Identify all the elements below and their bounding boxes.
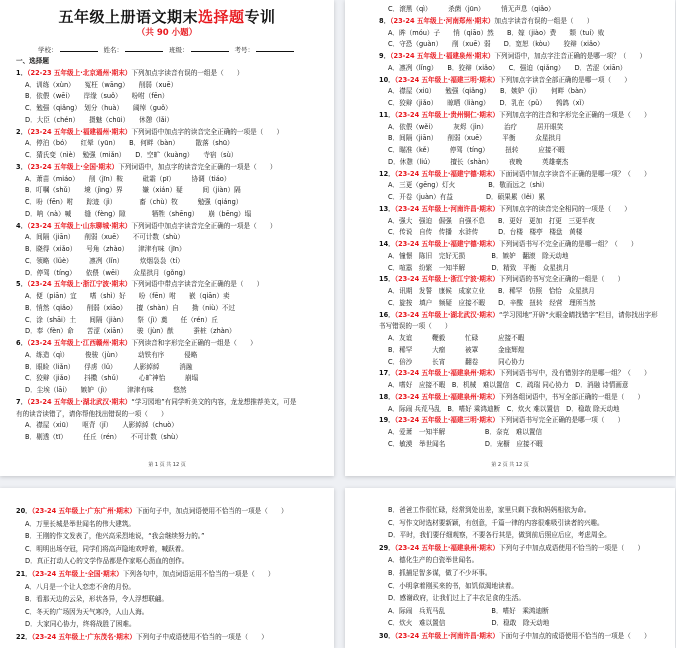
answer-options <box>379 227 669 239</box>
option-text: A．嗜好 应接不暇 B．机械 难以置信 C．疏瑞 同心协力 D．消融 诗情画意 <box>388 381 629 389</box>
page-footer: 第 2 页 共 12 页 <box>491 462 529 468</box>
option-text: A．凛冽（lǐng） B．狡辩（xiǎo） C．强迫（qiǎng） D．苦涩（xiān） <box>388 63 627 72</box>
question-source: （23-24 五年级上·河南许昌·期末） <box>394 631 499 640</box>
answer-options <box>379 580 669 593</box>
question-number: 30． <box>379 631 395 640</box>
option-text: D．感谢政府，让我们过上了丰衣足食的生活。 <box>388 594 525 603</box>
answer-options <box>16 606 328 619</box>
question <box>379 630 669 643</box>
answer-options <box>379 567 669 580</box>
option-text: C．勉强（qiǎng） 划分（huà） 阔绰（guǒ） <box>25 104 172 112</box>
question-number: 3． <box>16 162 28 171</box>
answer-options <box>379 133 669 145</box>
option-text: D．大臣（chén） 摄魅（chūi） 休憩（lǎi） <box>25 115 174 124</box>
question <box>379 274 669 286</box>
answer-options <box>16 420 328 432</box>
question <box>379 368 669 380</box>
answer-options <box>16 103 328 115</box>
question-number: 21． <box>16 569 32 578</box>
question-number: 10． <box>379 75 395 84</box>
answer-options <box>379 216 669 228</box>
option-text: D．大家同心协力，终将战胜了困难。 <box>25 620 136 629</box>
answer-options <box>16 518 328 531</box>
option-text: C．滚黑（qì） 杀菌（jūn） 悄无声息（qiǎo） <box>388 5 555 13</box>
question-source: （23-24 五年级上·浙江宁波·期末） <box>27 280 132 289</box>
question-text: 下列各句中，加点词语运用不恰当的一项是（ ） <box>122 569 275 578</box>
document-subtitle: （共 90 小题） <box>136 28 198 38</box>
question <box>16 568 328 581</box>
question-continuation <box>16 409 328 421</box>
option-text: D．真正打动人心的文学作品都是作家呕心沥血的创作。 <box>25 557 189 566</box>
question-text: 有的读音读错了，请你帮他找出错误的一项（ ） <box>16 409 168 418</box>
option-text: D．尘埃（lāi） 嫉妒（jì） 津津有味 悠然 <box>25 386 187 394</box>
answer-options <box>16 373 328 385</box>
question-text: 下列词语中，加点字注音正确的是哪一项？（ ） <box>494 52 647 60</box>
question-number: 12． <box>379 169 395 178</box>
question-text: 下列句子中加点成语使用不恰当的一项是（ ） <box>499 543 645 552</box>
title-highlight: 选择题 <box>197 8 245 26</box>
option-text: A．间隔（jiān） 削弱（xuē） 不可计数（shù） <box>25 233 185 242</box>
question-source: （23-24 五年级上·福建泉州·期末） <box>390 52 495 60</box>
option-text: A．三更（gēng）灯火 B．敬而远之（shì） <box>388 181 549 190</box>
option-text: A．际闹 兵荒马乱 B．嗜好 乘鸿迪断 <box>388 606 549 615</box>
option-text: A．友谊 鞭毅 忙碌 应接不暇 <box>388 334 525 342</box>
option-text: A．萧苗（miáo） 削（jīn）鞍 砒霜（pī） 协调（tiáo） <box>25 174 231 183</box>
answer-options <box>379 333 669 345</box>
option-text: C．狡辩（jiǎo） 晾晒（liàng） D．乳在（pǔ） 鹁鸽（xǐ） <box>388 99 588 107</box>
option-text: B．悄然（qiǎo） 削弱（xiāo） 擅（shàn）自 拗（niù）不过 <box>25 303 236 312</box>
student-info-fields <box>38 45 294 54</box>
answer-options <box>16 138 328 150</box>
question <box>379 75 669 87</box>
option-text: C．开卷（juàn）有益 D．硕果累（lěi）累 <box>388 193 545 201</box>
question-source: （23-24 五年级上·河南许昌·期末） <box>394 204 499 213</box>
answer-options <box>379 286 669 298</box>
option-text: C．传说 自传 传播 水浒传 D．台楼 楼亭 楼盘 黄楼 <box>388 228 583 237</box>
option-text: D．休憩（liú） 擅长（shàn） 夜晚 英雄豪杰 <box>388 157 569 166</box>
question-number: 29． <box>379 543 395 552</box>
page-content <box>379 504 669 643</box>
answer-options <box>16 543 328 556</box>
answer-options <box>379 145 669 157</box>
question-source: （23-24 五年级上·江西赣州·期末） <box>27 339 132 347</box>
option-text: A．停泊（bó） 红晕（yūn） B．何畔（bàn） 散落（shū） <box>25 139 234 148</box>
question <box>379 51 669 63</box>
option-text: B．爸爸工作很忙碌，经常到处出差，家里只剩下我和妈妈相依为命。 <box>388 506 591 514</box>
answer-options <box>16 555 328 568</box>
question-source: （23-24 五年级上·福建泉州·期末） <box>394 392 499 401</box>
answer-options <box>16 530 328 543</box>
question-source: （23-24 五年级上·贵州铜仁·期末） <box>394 110 499 119</box>
question-continuation <box>379 321 669 333</box>
question-text: 下列词语的书写完全正确的一组是（ ） <box>499 275 625 284</box>
option-text: C．旋按 填户 频疑 应接不暇 D．辛酸 扭转 经营 理所当然 <box>388 298 596 307</box>
question-source: （23-24 五年级上·全国·期末） <box>27 162 119 171</box>
question-text: 下列读音和字形完全正确的一组是（ ） <box>131 339 257 347</box>
question <box>379 542 669 555</box>
answer-options <box>379 263 669 275</box>
option-text: B．间隔（jiān） 削弱（xuē） 平衡 众星拱月 <box>388 134 562 143</box>
name-field <box>104 45 164 54</box>
answer-options <box>16 185 328 197</box>
question-number: 18． <box>379 392 395 401</box>
option-text: A．训练（xùn） 冤枉（wāng） 削弱（xuē） <box>25 80 178 89</box>
page-content <box>16 505 328 644</box>
answer-options <box>16 432 328 444</box>
question <box>379 110 669 122</box>
answer-options <box>16 362 328 374</box>
question-number: 19． <box>379 416 395 425</box>
answer-options <box>16 618 328 631</box>
question <box>379 169 669 181</box>
question-text: 下列句子中成语使用不恰当的一项是（ ） <box>136 632 268 641</box>
question-text: 书写错误的一项（ ） <box>379 322 452 331</box>
answer-options <box>16 581 328 594</box>
question-text: 下列词语书写不完全正确的是哪一组？（ ） <box>499 240 638 248</box>
question-text: 下列加点字的注音和字形完全正确的一项是（ ） <box>499 110 651 119</box>
answer-options <box>379 592 669 605</box>
question-number: 6． <box>16 339 28 347</box>
question-source: （23-24 五年级上·福建泉州·期末） <box>394 543 499 552</box>
question <box>16 279 328 291</box>
answer-options <box>379 63 669 75</box>
question <box>379 310 669 322</box>
option-text: D．停驾（tíng） 依偎（wēi） 众星拱月（gǒng） <box>25 268 190 277</box>
question-number: 14． <box>379 240 395 248</box>
answer-options <box>16 80 328 92</box>
field-blank <box>60 51 98 52</box>
field-blank <box>125 51 163 52</box>
answer-options <box>379 157 669 169</box>
option-text: A．讯期 发誓 康候 成家立业 B．稀罕 仿照 恰恰 众星拱月 <box>388 287 595 295</box>
question-text: “学习园地”有同学听美文的内容，龙龙想推荐美文，可是 <box>131 397 297 406</box>
answer-options <box>379 617 669 630</box>
question-number: 16． <box>379 310 395 319</box>
answer-options <box>379 404 669 416</box>
field-label: 班级： <box>169 46 189 54</box>
document-title <box>0 6 334 27</box>
option-text: A．憧憬 陈旧 完好无损 B．嫉妒 翻滚 除天动地 <box>388 251 569 260</box>
question-text: 下列加点字读音有误的一组是（ ） <box>131 68 244 77</box>
answer-options <box>379 39 669 51</box>
option-text: C．炊火 难以置信 D．稳敢 除天动地 <box>388 619 550 628</box>
option-text: C．敏漠 举世闻名 D．宠橱 应接不暇 <box>388 439 543 448</box>
question-source: （23-24 五年级上·福建宁德·期末） <box>394 169 499 178</box>
field-label: 学校： <box>38 46 58 54</box>
page-footer: 第 1 页 共 12 页 <box>148 462 186 468</box>
option-text: C．冬天的广场因为天气寒冷，人山人海。 <box>25 607 149 616</box>
answer-options <box>379 529 669 542</box>
exam-number-field <box>235 45 295 54</box>
answer-options <box>16 385 328 397</box>
answer-options <box>16 209 328 221</box>
question <box>16 68 328 80</box>
option-text: A．强大 强迫 倔强 自强不息 B．更好 更加 打更 三更半夜 <box>388 216 595 225</box>
question-number: 4． <box>16 221 28 230</box>
question <box>16 162 328 174</box>
title-text-end: 专训 <box>244 8 276 26</box>
answer-options <box>379 554 669 567</box>
field-label: 考号： <box>234 46 254 54</box>
option-text: A．爱萧 一知半解 B．奈克 难以置信 <box>388 428 543 436</box>
question-text: 下列词语中加点字读音完全正确的一项是（ ） <box>131 221 277 230</box>
question-number: 9． <box>379 52 391 60</box>
question-source: （23-24 五年级上·湖北武汉·期末） <box>394 310 499 319</box>
question-text: 下面词语中加点字读音不正确的是哪一项？（ ） <box>499 169 651 178</box>
answer-options <box>16 303 328 315</box>
option-text: B．抓捕足智多谋，做了不少坏事。 <box>388 568 492 577</box>
question-source: （23-24 五年级上·福建三明·期末） <box>394 75 499 84</box>
question <box>16 221 328 233</box>
question-number: 2． <box>16 127 28 136</box>
option-text: C．猜氏变（nìè） 勉强（miǎn） D．空旷（kuàng） 寺宿（sù） <box>25 151 238 159</box>
question-source: （22-23 五年级上·北京通州·期末） <box>27 68 132 77</box>
document-page-2 <box>345 0 675 476</box>
section-heading <box>16 56 328 68</box>
question-text: 下面句子中，加点词语使用不恰当的一项是（ ） <box>136 507 288 515</box>
field-blank <box>191 51 229 52</box>
answer-options <box>16 326 328 338</box>
question-text: 下列词语书写中，没有错别字的是哪一组？（ ） <box>499 369 651 378</box>
option-text: B．叮嘱（shǔ） 境（jìng）界 嫌（xián）疑 间（jiàn）隔 <box>25 186 241 195</box>
option-text: C．喧嚣 纷繁 一知半解 D．精致 平衡 众星拱月 <box>388 263 570 272</box>
answer-options <box>16 115 328 127</box>
answer-options <box>16 291 328 303</box>
answer-options <box>16 593 328 606</box>
question-text: 下列各组词语中，书写全部正确的一组是（ ） <box>499 392 645 401</box>
answer-options <box>16 91 328 103</box>
option-text: D．平时，我们要仔细观察，不要各行其是，做到前后照应后应，考虑周全。 <box>388 531 611 540</box>
question <box>16 505 328 518</box>
option-text: A．练造（qì） 俊骏（jùn） 动铁有序 侵略 <box>25 350 198 359</box>
answer-options <box>379 4 669 16</box>
option-text: C．狡辩（jiǎo） 抖擞（shǔ） 心旷神怡 崩塌 <box>25 374 199 383</box>
question <box>16 338 328 350</box>
class-field <box>169 45 229 54</box>
answer-options <box>16 197 328 209</box>
question-text: 下列词语书写完全正确的是哪一项（ ） <box>499 416 625 425</box>
question-source: （23-24 五年级上·湖北武汉·期末） <box>27 397 132 406</box>
question-number: 22． <box>16 632 32 641</box>
option-text: A．德化生产的白瓷举世闻名。 <box>388 556 479 565</box>
question-number: 17． <box>379 369 395 378</box>
option-text: A．万里长城是举世闻名的伟大建筑。 <box>25 519 136 528</box>
question <box>379 204 669 216</box>
option-text: A．八月是一个让人恋恋不舍的月份。 <box>25 582 136 591</box>
answer-options <box>379 504 669 517</box>
question <box>16 397 328 409</box>
option-text: A．眸（móu）子 悄（qiāo）然 B．嫁（jiào）费 颓（tuí）败 <box>388 28 605 37</box>
question-source: （23-24 五年级上·广东茂名·期末） <box>31 632 136 641</box>
answer-options <box>379 345 669 357</box>
page-content <box>16 56 328 444</box>
question-source: （23-24 五年级上·山东聊城·期末） <box>27 221 132 230</box>
option-text: C．瞄准（kě） 停驾（tíng） 扭转 应接不暇 <box>388 146 565 154</box>
option-text: B．看那天边的云朵，形状各异，令人浮想联翩。 <box>25 595 168 604</box>
question-text: 下列词语中加点字的读音完全正确的一项是（ ） <box>131 127 284 136</box>
question-source: （23-24 五年级上·福建福州·期末） <box>27 127 132 136</box>
option-text: A．便（piān）宜 嗜（shì）好 吩（fēn）咐 嵌（qiān）卖 <box>25 292 230 300</box>
option-text: B．晓得（xiǎo） 号角（zhào） 津津有味（jīn） <box>25 245 186 253</box>
option-text: B．稀罕 大瘤 被罩 金座辉煌 <box>388 345 525 354</box>
answer-options <box>379 298 669 310</box>
option-text: C．写作文时选材要新颖，有创意，千篇一律的内容很难吸引读者的兴趣。 <box>388 518 604 527</box>
option-text: B．眼睑（liǎn） 俘虏（lǔ） 人影綽綽 消融 <box>25 362 193 371</box>
answer-options <box>16 244 328 256</box>
answer-options <box>379 517 669 530</box>
answer-options <box>16 256 328 268</box>
question-text: 下列加点字读音全部正确的是哪一项（ ） <box>499 75 631 84</box>
option-text: C．明明出场夺冠，同学们将高声隐地欢呼着，喊跃着。 <box>25 544 188 553</box>
option-text: A．依偎（wěi） 灰烬（jìn） 治疗 居开眼笑 <box>388 122 564 131</box>
answer-options <box>379 28 669 40</box>
option-text: C．小明拿着刚买来的书，如饥似渴地读着。 <box>388 581 518 590</box>
question-number: 15． <box>379 275 395 284</box>
answer-options <box>379 98 669 110</box>
answer-options <box>379 192 669 204</box>
field-blank <box>256 51 294 52</box>
option-text: B．依偎（wēi） 岸缘（suǒ） 吩咐（fēn） <box>25 92 169 101</box>
question-source: （23-24 五年级上·全国·期末） <box>31 569 123 578</box>
answer-options <box>379 251 669 263</box>
option-text: C．领略（lüè） 凛冽（lǐn） 炊烟袅袅（tí） <box>25 256 184 265</box>
option-text: C．倍沙 长宵 翻卷 同心协力 <box>388 357 525 366</box>
answer-options <box>379 122 669 134</box>
option-text: D．奉（fèn）命 苦涩（xiān） 骏（jùn）猷 蚕桩（zhàn） <box>25 327 236 336</box>
question-number: 1． <box>16 68 28 77</box>
option-text: B．王刚的作文发表了，他兴高采烈地说，“我会继续努力的。” <box>25 532 205 541</box>
option-text: D．呐（nà）喊 缝（fèng）隙 牺牲（shēng） 崩（bēng）塌 <box>25 209 252 218</box>
question-source: （23-24 五年级上·河南郑州·期末） <box>390 16 495 25</box>
option-text: B．剔透（tī） 任丘（rén） 不可计数（shù） <box>25 433 182 441</box>
answer-options <box>379 439 669 451</box>
question-source: （23-24 五年级上·福建三明·期末） <box>394 416 499 425</box>
question-number: 7． <box>16 397 28 406</box>
question-text: 加点字读音有误的一组是（ ） <box>494 16 594 25</box>
answer-options <box>379 380 669 392</box>
option-text: A．际闹 兵荒马乱 B．嗜好 乘鸿迪断 C．炊火 难以置信 D．稳敢 除天动地 <box>388 404 620 413</box>
question <box>16 127 328 139</box>
answer-options <box>16 150 328 162</box>
option-text: C．守恐（guàn） 削（xuē）弱 D．宽恕（kòu） 狡辩（xiǎo） <box>388 40 604 49</box>
question-source: （23-24 五年级上·福建宁德·期末） <box>394 240 499 248</box>
question-number: 5． <box>16 280 28 289</box>
question-source: （23-24 五年级上·浙江宁波·期末） <box>394 275 499 284</box>
answer-options <box>16 232 328 244</box>
question-text: “学习园地”开辟“火眼金睛找错字”栏目，请你找出字形 <box>499 310 658 319</box>
question-source: （23-24 五年级上·广东广州·期末） <box>31 507 136 515</box>
answer-options <box>16 268 328 280</box>
page-content <box>379 4 669 451</box>
answer-options <box>379 180 669 192</box>
question <box>379 16 669 28</box>
question <box>379 239 669 251</box>
field-label: 姓名： <box>103 46 123 54</box>
question-text: 下面句子中加点的成语使用不恰当的一项是（ ） <box>499 631 651 640</box>
answer-options <box>16 174 328 186</box>
question-source: （23-24 五年级上·福建泉州·期末） <box>394 369 499 378</box>
question-number: 8． <box>379 16 391 25</box>
question <box>379 392 669 404</box>
question-text: 下列词语中带点字读音完全正确的是（ ） <box>131 280 264 289</box>
document-page-1 <box>0 0 334 476</box>
answer-options <box>379 427 669 439</box>
school-field <box>38 45 98 54</box>
answer-options <box>379 605 669 618</box>
option-text: C．涂（shāi）土 间隔（jiàn） 祭（jì）奠 任（rén）丘 <box>25 315 218 324</box>
option-text: C．吩（fēn）咐 踪迹（jì） 畜（chù）牧 勉强（qiáng） <box>25 198 243 206</box>
answer-options <box>16 350 328 362</box>
question-number: 20． <box>16 507 32 515</box>
option-text: A．襟屋（xiū） 勉强（qiǎng） B．嫉妒（jì） 何畔（bàn） <box>388 87 590 96</box>
section-title: 一、选择题 <box>16 57 49 65</box>
answer-options <box>16 315 328 327</box>
title-text: 五年级上册语文期末 <box>58 8 198 26</box>
question-text: 下列词语中，加点字的读音完全正确的一项是（ ） <box>118 162 277 171</box>
answer-options <box>379 357 669 369</box>
option-text: A．襟屋（xiū） 呕背（jǐ） 人影綽綽（chuò） <box>25 421 178 430</box>
question-number: 11． <box>379 110 395 119</box>
question-text: 下列加点字的读音完全相同的一项是（ ） <box>499 204 631 213</box>
question <box>379 415 669 427</box>
document-page-4 <box>345 488 675 648</box>
question-number: 13． <box>379 204 395 213</box>
answer-options <box>379 86 669 98</box>
document-page-3 <box>0 488 334 648</box>
